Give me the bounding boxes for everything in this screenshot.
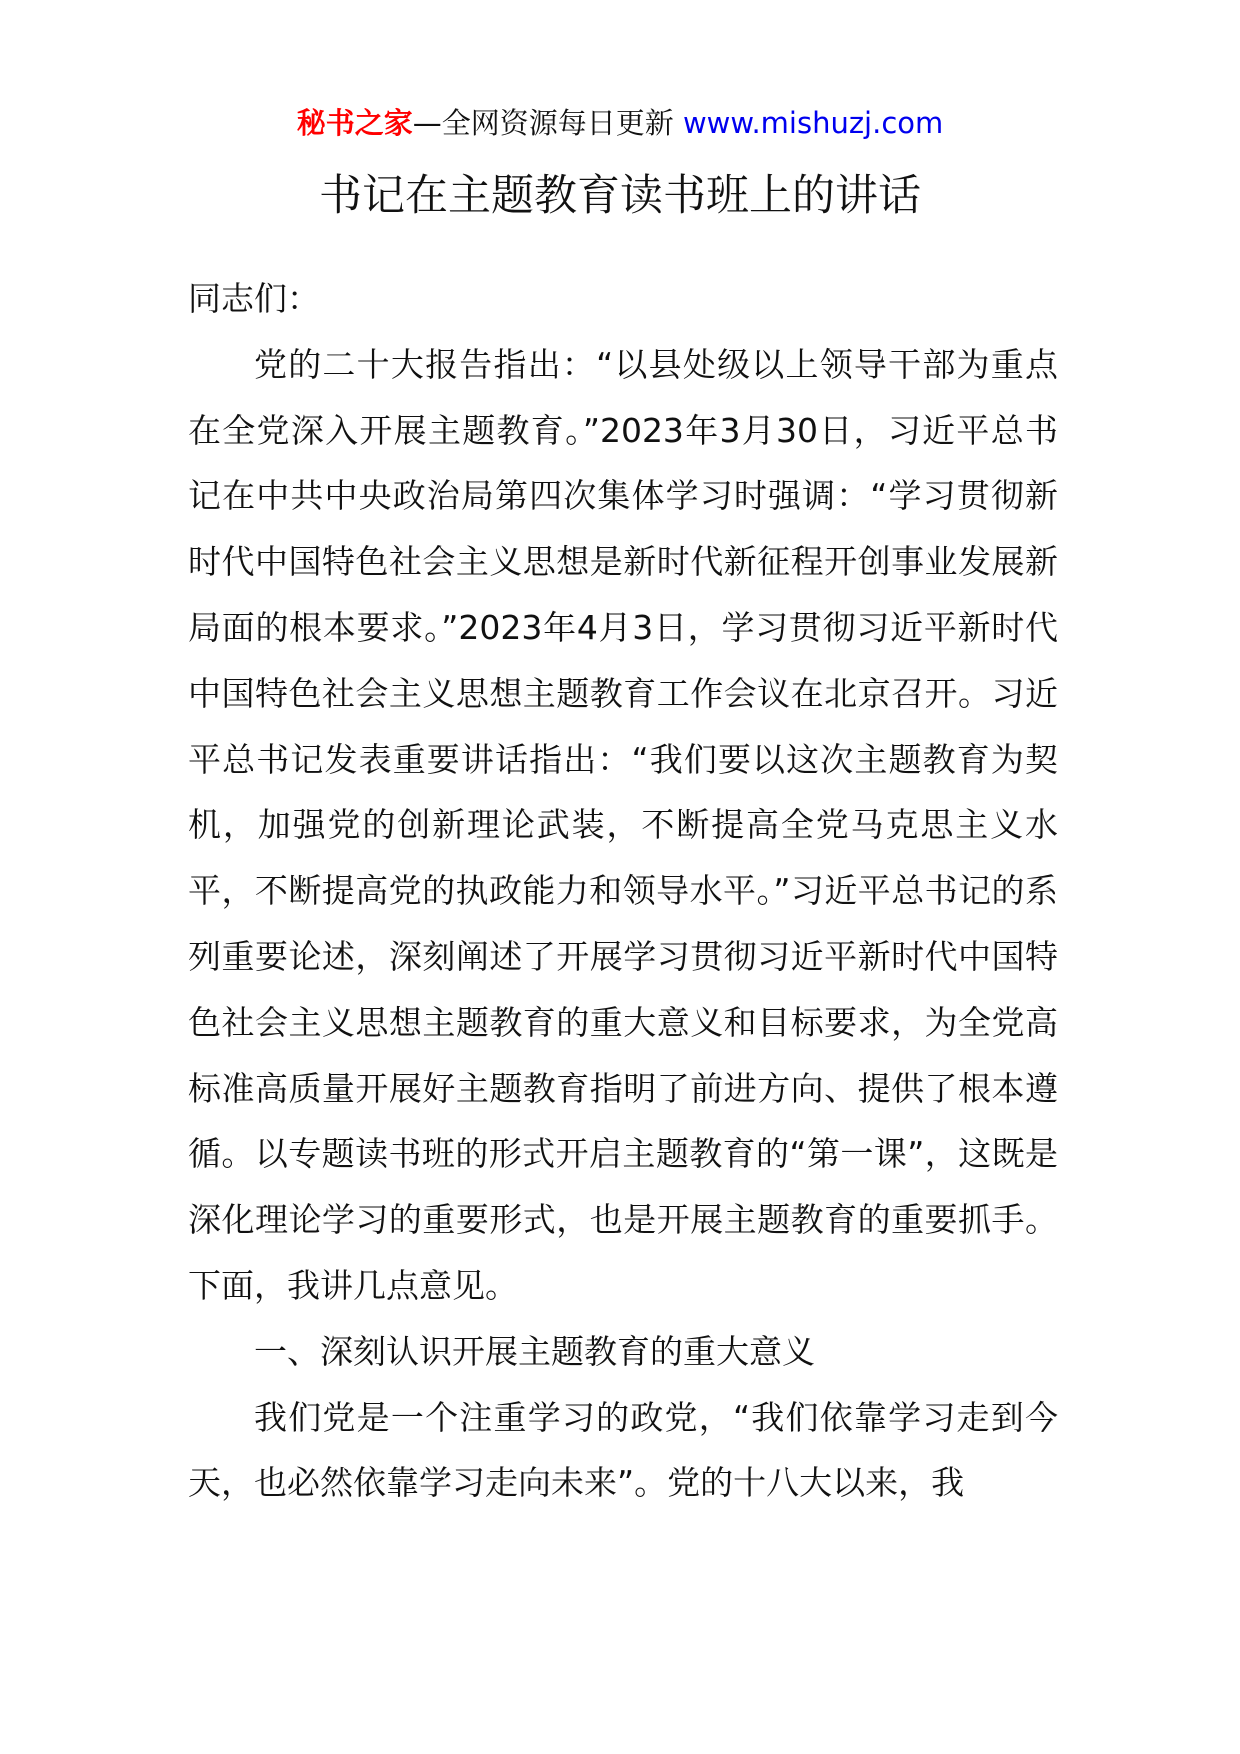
brand-name: 秘书之家 <box>296 106 413 140</box>
section-paragraph: 我们党是一个注重学习的政党，“我们依靠学习走到今天，也必然依靠学习走向未来”。党的十八大以来，我 <box>188 1397 1058 1503</box>
document-body <box>188 266 1058 1516</box>
site-header <box>0 103 1240 143</box>
body-paragraph: 党的二十大报告指出：“以县处级以上领导干部为重点在全党深入开展主题教育。”2023年3月30日，习近平总书记在中共中央政治局第四次集体学习时强调：“学习贯彻新时代中国特色社会主义思想是新时代新征程开创事业发展新局面的根本要求。”2023年4月3日，学习贯彻习近平新时代中国特色社会主义思想主题教育工作会议在北京召开。习近平总书记发表重要讲话指出：“我们要以这次主题教育为契机，加强党的创新理论武装，不断提高全党马克思主义水平，不断提高党的执政能力和领导水平。”习近平总书记的系列重要论述，深刻阐述了开展学习贯彻习近平新时代中国特色社会主义思想主题教育的重大意义和目标要求，为全党高标准高质量开展好主题教育指明了前进方向、提供了根本遵循。以专题读书班的形式开启主题教育的“第一课”，这既是深化理论学习的重要形式，也是开展主题教育的重要抓手。下面，我讲几点意见。 <box>188 344 1058 1305</box>
salutation: 同志们： <box>188 279 320 318</box>
section-heading: 一、深刻认识开展主题教育的重大意义 <box>254 1331 815 1371</box>
site-url-link[interactable]: www.mishuzj.com <box>682 106 944 140</box>
site-slogan: —全网资源每日更新 <box>412 106 683 140</box>
document-title: 书记在主题教育读书班上的讲话 <box>319 171 921 221</box>
